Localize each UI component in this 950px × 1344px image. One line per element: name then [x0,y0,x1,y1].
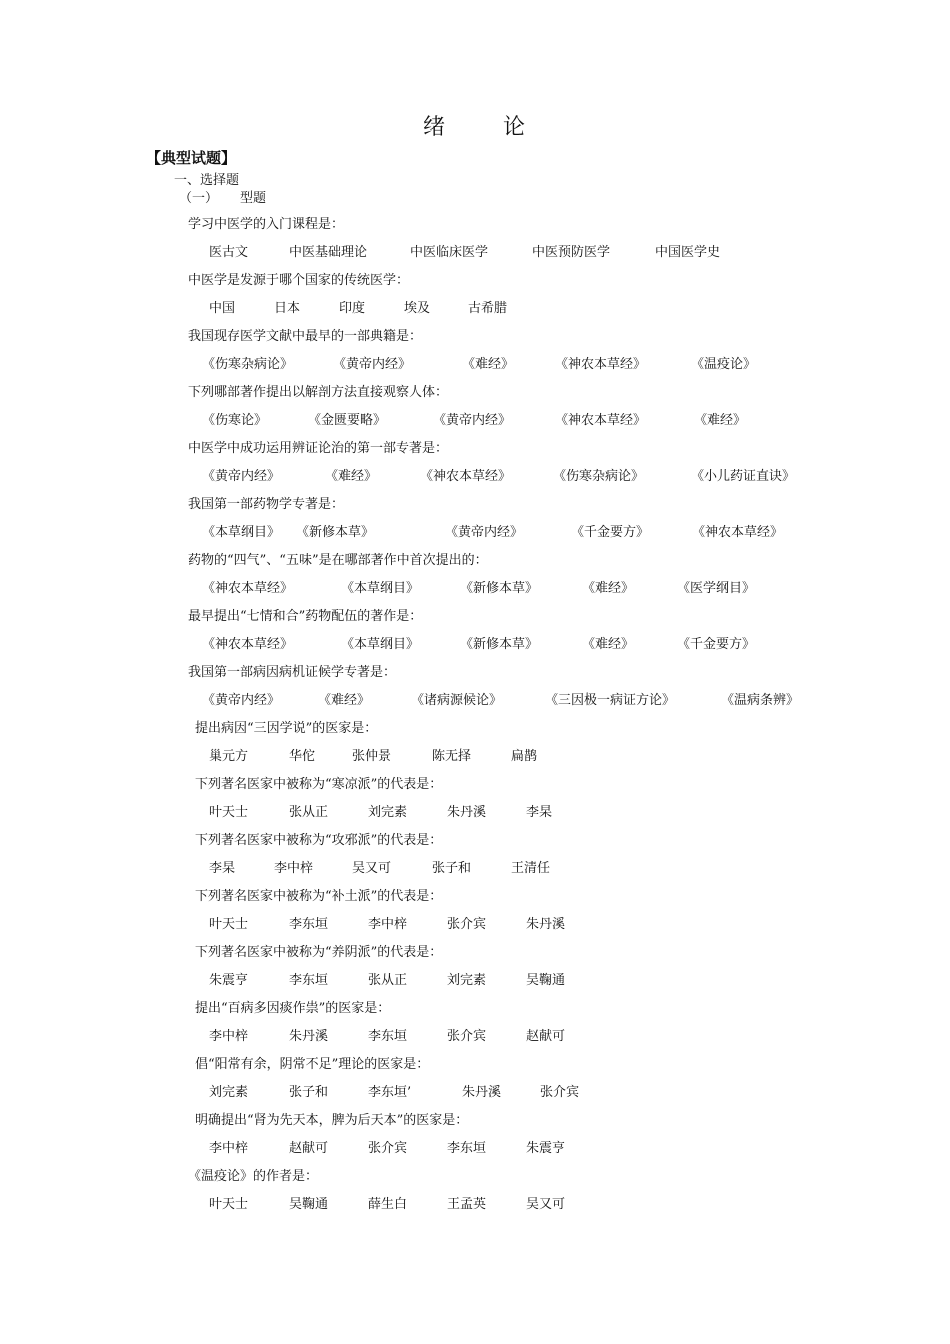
question-stem: 下列著名医家中被称为“补土派”的代表是： [195,889,443,904]
answer-option: 《难经》 [462,357,515,372]
answer-option: 《本草纲目》 [341,637,420,652]
question-stem: 我国第一部病因病机证候学专著是： [188,665,397,680]
title-char-1: 绪 [422,115,447,140]
section-heading: 【典型试题】 [146,149,237,167]
answer-option: 《难经》 [325,469,378,484]
answer-option: 李东垣’ [368,1085,412,1100]
answer-option: 《本草纲目》 [202,525,281,540]
question-stem: 药物的“四气”、“五味”是在哪部著作中首次提出的： [188,553,488,568]
answer-option: 《温病条辨》 [721,693,800,708]
question-item [0,1107,950,1163]
answer-option: 赵献可 [289,1141,329,1156]
answer-option: 《神农本草经》 [692,525,784,540]
answer-option: 中国医学史 [655,245,721,260]
answer-option: 李中梓 [274,861,314,876]
answer-option: 埃及 [404,301,431,316]
question-item [0,995,950,1051]
answer-option: 朱丹溪 [526,917,566,932]
answer-option: 张仲景 [352,749,392,764]
answer-option: 刘完素 [209,1085,249,1100]
question-item [0,379,950,435]
answer-option: 李东垣 [447,1141,487,1156]
answer-option: 张介宾 [540,1085,580,1100]
part-label: 一、选择题 [174,173,240,188]
answer-option: 《难经》 [582,637,635,652]
question-stem: 最早提出“七情和合”药物配伍的著作是： [188,609,423,624]
answer-option: 《新修本草》 [460,637,539,652]
answer-option: 李东垣 [289,973,329,988]
answer-option: 朱震亨 [526,1141,566,1156]
question-stem: 中医学中成功运用辨证论治的第一部专著是： [188,441,449,456]
question-list [0,211,950,1219]
answer-option: 李中梓 [368,917,408,932]
question-stem: 中医学是发源于哪个国家的传统医学： [188,273,410,288]
answer-option: 《医学纲目》 [677,581,756,596]
question-item [0,435,950,491]
answer-option: 《伤寒论》 [202,413,268,428]
answer-option: 张介宾 [447,917,487,932]
answer-option: 吴又可 [526,1197,566,1212]
answer-option: 张介宾 [368,1141,408,1156]
answer-option: 华佗 [289,749,316,764]
answer-option: 《黄帝内经》 [202,469,281,484]
answer-option: 《黄帝内经》 [333,357,412,372]
answer-option: 印度 [339,301,366,316]
answer-option: 中医预防医学 [532,245,611,260]
answer-option: 《难经》 [318,693,371,708]
answer-option: 朱震亨 [209,973,249,988]
question-stem: 提出“百病多因痰作祟”的医家是： [195,1001,391,1016]
answer-option: 李东垣 [289,917,329,932]
answer-option: 《黄帝内经》 [433,413,512,428]
question-item [0,603,950,659]
question-item [0,323,950,379]
answer-option: 《神农本草经》 [202,581,294,596]
question-item [0,1163,950,1219]
answer-option: 张介宾 [447,1029,487,1044]
answer-option: 中医临床医学 [410,245,489,260]
question-stem: 提出病因“三因学说”的医家是： [195,721,378,736]
answer-option: 李中梓 [209,1141,249,1156]
answer-option: 《难经》 [694,413,747,428]
question-stem: 学习中医学的入门课程是： [188,217,345,232]
question-stem: 下列著名医家中被称为“养阴派”的代表是： [195,945,443,960]
answer-option: 张子和 [289,1085,329,1100]
page-title [0,110,950,141]
answer-option: 薛生白 [368,1197,408,1212]
answer-option: 《神农本草经》 [420,469,512,484]
answer-option: 《千金要方》 [571,525,650,540]
answer-option: 李中梓 [209,1029,249,1044]
answer-option: 李东垣 [368,1029,408,1044]
answer-option: 《新修本草》 [296,525,375,540]
answer-option: 陈无择 [432,749,472,764]
answer-option: 日本 [274,301,301,316]
answer-option: 《伤寒杂病论》 [202,357,294,372]
answer-option: 医古文 [209,245,249,260]
question-stem: 倡“阳常有余，阴常不足”理论的医家是： [195,1057,430,1072]
answer-option: 扁鹊 [511,749,538,764]
question-item [0,883,950,939]
question-stem: 《温疫论》的作者是： [188,1169,319,1184]
answer-option: 《神农本草经》 [202,637,294,652]
question-stem: 明确提出“肾为先天本，脾为后天本”的医家是： [195,1113,469,1128]
question-item [0,771,950,827]
answer-option: 叶天士 [209,1197,249,1212]
answer-option: 张从正 [289,805,329,820]
answer-option: 《诸病源候论》 [411,693,503,708]
answer-option: 巢元方 [209,749,249,764]
question-stem: 我国现存医学文献中最早的一部典籍是： [188,329,423,344]
answer-option: 《金匮要略》 [308,413,387,428]
answer-option: 《小儿药证直诀》 [691,469,796,484]
question-stem: 下列哪部著作提出以解剖方法直接观察人体： [188,385,449,400]
answer-option: 赵献可 [526,1029,566,1044]
answer-option: 李杲 [209,861,236,876]
answer-option: 刘完素 [447,973,487,988]
answer-option: 张子和 [432,861,472,876]
answer-option: 《伤寒杂病论》 [553,469,645,484]
answer-option: 叶天士 [209,917,249,932]
question-item [0,491,950,547]
answer-option: 朱丹溪 [447,805,487,820]
question-stem: 下列著名医家中被称为“攻邪派”的代表是： [195,833,443,848]
answer-option: 朱丹溪 [462,1085,502,1100]
answer-option: 《三因极一病证方论》 [545,693,676,708]
answer-option: 《黄帝内经》 [202,693,281,708]
answer-option: 《黄帝内经》 [445,525,524,540]
answer-option: 王孟英 [447,1197,487,1212]
question-item [0,715,950,771]
question-item [0,827,950,883]
answer-option: 吴鞠通 [289,1197,329,1212]
question-item [0,211,950,267]
subpart-name: 型题 [240,191,267,206]
question-stem: 我国第一部药物学专著是： [188,497,345,512]
answer-option: 中医基础理论 [289,245,368,260]
question-item [0,939,950,995]
question-stem: 下列著名医家中被称为“寒凉派”的代表是： [195,777,443,792]
question-item [0,547,950,603]
answer-option: 《千金要方》 [677,637,756,652]
answer-option: 古希腊 [468,301,508,316]
answer-option: 《温疫论》 [691,357,757,372]
answer-option: 吴鞠通 [526,973,566,988]
answer-option: 中国 [209,301,236,316]
question-item [0,267,950,323]
answer-option: 叶天士 [209,805,249,820]
answer-option: 《神农本草经》 [555,413,647,428]
title-char-2: 论 [503,115,528,140]
answer-option: 《神农本草经》 [555,357,647,372]
answer-option: 王清任 [511,861,551,876]
answer-option: 张从正 [368,973,408,988]
answer-option: 《本草纲目》 [341,581,420,596]
question-item [0,1051,950,1107]
answer-option: 李杲 [526,805,553,820]
subpart-number: （一） [179,191,219,206]
subpart-label [179,187,266,206]
question-item [0,659,950,715]
answer-option: 《新修本草》 [460,581,539,596]
answer-option: 刘完素 [368,805,408,820]
answer-option: 《难经》 [582,581,635,596]
answer-option: 吴又可 [352,861,392,876]
answer-option: 朱丹溪 [289,1029,329,1044]
